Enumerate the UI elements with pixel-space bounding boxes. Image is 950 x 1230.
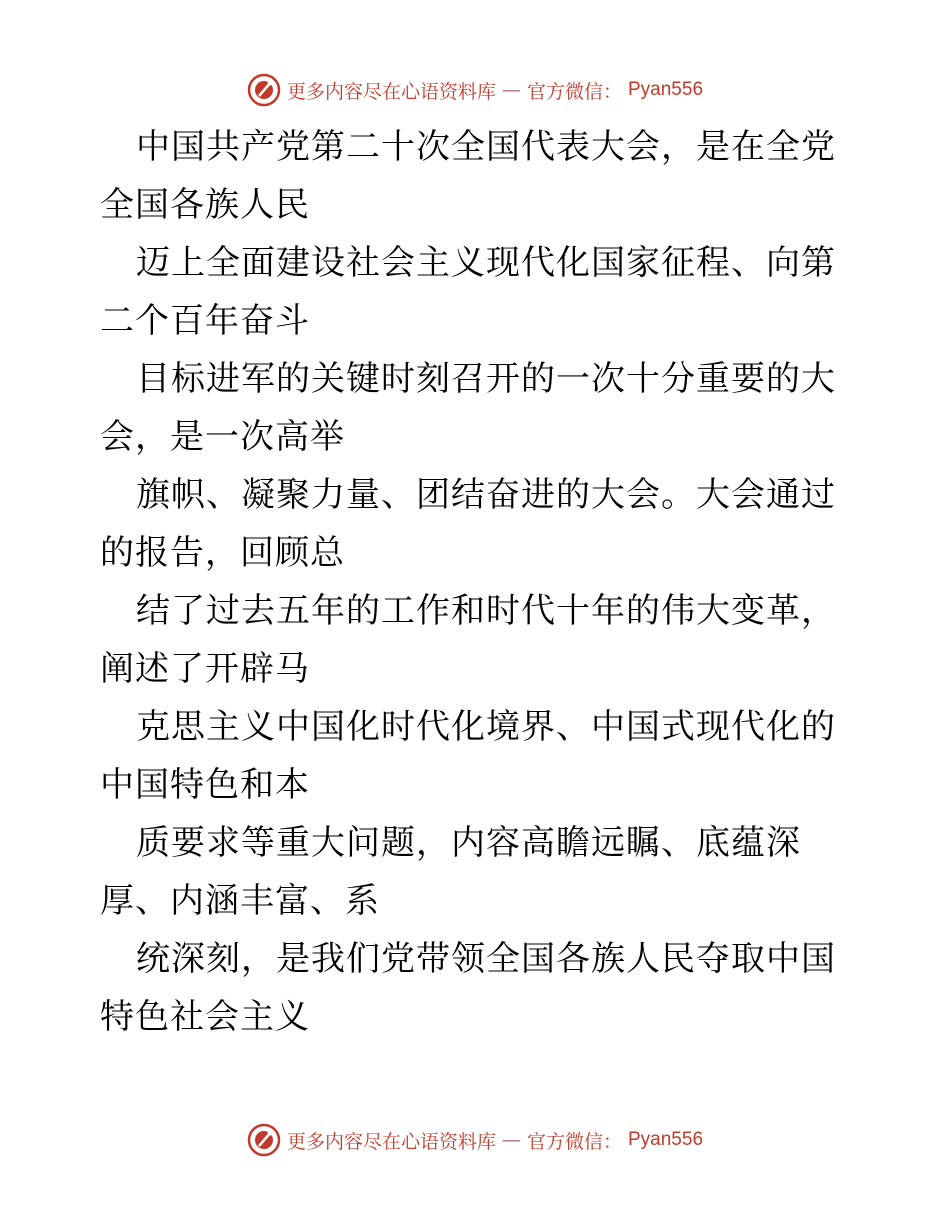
watermark-dash: — [501, 79, 521, 101]
watermark-dash: — [501, 1129, 521, 1151]
logo-icon [247, 1123, 281, 1157]
paragraph: 质要求等重大问题，内容高瞻远瞩、底蕴深厚、内涵丰富、系 [100, 823, 801, 921]
paragraph: 统深刻，是我们党带领全国各族人民夺取中国特色社会主义 [100, 939, 836, 1037]
paragraph: 旗帜、凝聚力量、团结奋进的大会。大会通过的报告，回顾总 [100, 475, 836, 573]
watermark-label: 官方微信： [526, 80, 622, 103]
paragraph: 克思主义中国化时代化境界、中国式现代化的中国特色和本 [100, 707, 836, 805]
paragraph: 目标进军的关键时刻召开的一次十分重要的大会，是一次高举 [100, 359, 836, 457]
watermark-id: Pyan556 [628, 79, 704, 100]
paragraph: 结了过去五年的工作和时代十年的伟大变革，阐述了开辟马 [100, 591, 836, 689]
paragraph: 迈上全面建设社会主义现代化国家征程、向第二个百年奋斗 [100, 243, 836, 341]
watermark-text: 更多内容尽在心语资料库 [286, 80, 496, 103]
footer-watermark [0, 1120, 950, 1160]
header-watermark [0, 70, 950, 110]
document-body [100, 118, 860, 1046]
watermark-id: Pyan556 [628, 1129, 704, 1150]
watermark-label: 官方微信： [526, 1130, 622, 1153]
paragraph: 中国共产党第二十次全国代表大会，是在全党全国各族人民 [100, 127, 836, 225]
logo-icon [247, 73, 281, 107]
watermark-text: 更多内容尽在心语资料库 [286, 1130, 496, 1153]
